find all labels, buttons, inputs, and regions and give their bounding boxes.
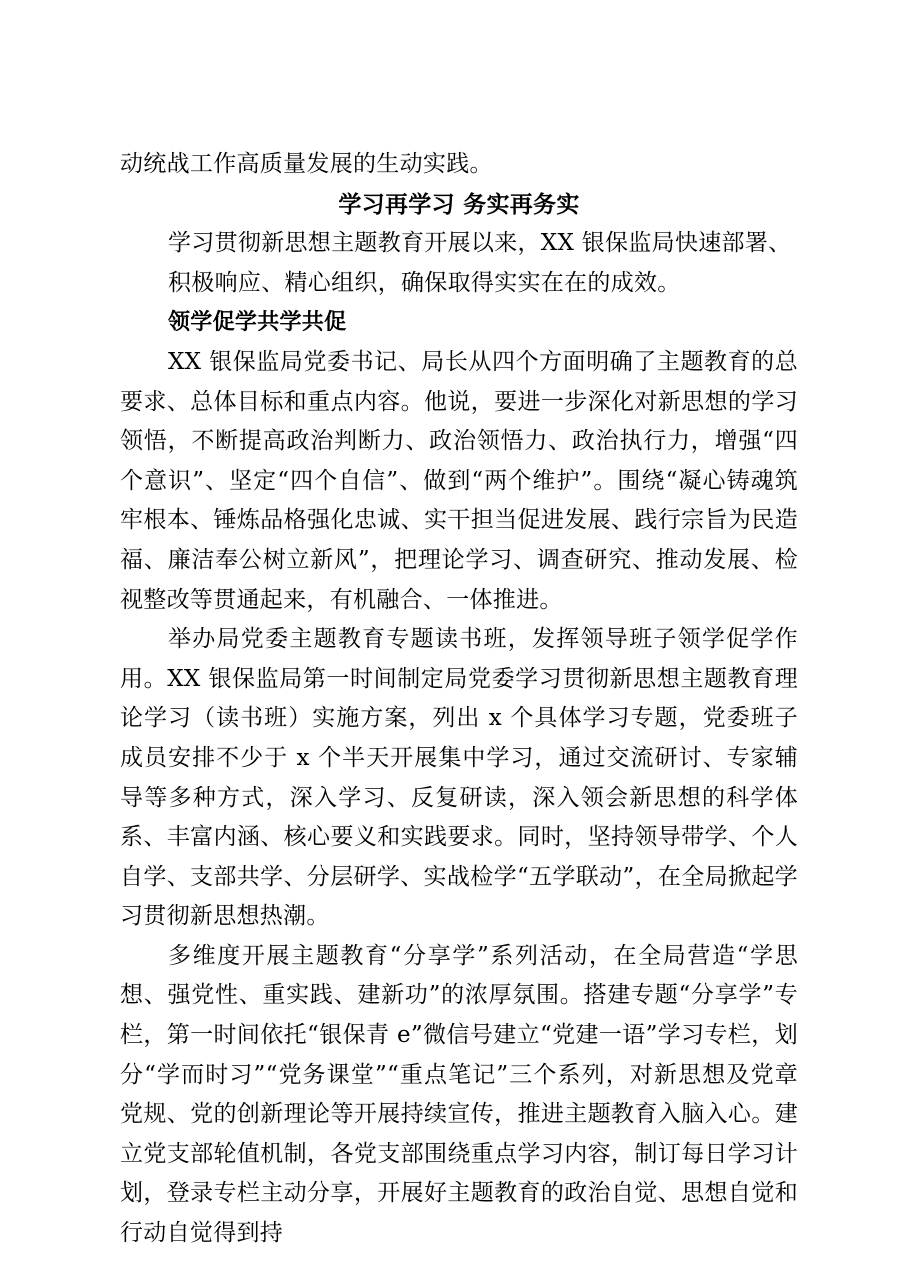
article-title: 学习再学习 务实再务实 — [338, 190, 580, 218]
section-heading: 领学促学共学共促 — [168, 310, 347, 336]
paragraph-2: 举办局党委主题教育专题读书班，发挥领导班子领学促学作用。XX 银保监局第一时间制定局党委学习贯彻新思想主题教育理论学习（读书班）实施方案，列出 x 个具体学习专题，党委班子成员安排不少于 x 个半天开展集中学习，通过交流研讨、专家辅导等多种方式，深入学习、反复研读，深入领会新思想的科学体系、丰富内涵、核心要义和实践要求。同时，坚持领导带学、个人自学、支部共学、分层研学、实战检学“五学联动”，在全局掀起学习贯彻新思想热潮。 — [120, 626, 798, 930]
intro-line-2: 积极响应、精心组织，确保取得实实在在的成效。 — [168, 269, 681, 296]
paragraph-1: XX 银保监局党委书记、局长从四个方面明确了主题教育的总要求、总体目标和重点内容。他说，要进一步深化对新思想的学习领悟，不断提高政治判断力、政治领悟力、政治执行力，增强“四个意识”、坚定“四个自信”、做到“两个维护”。围绕“凝心铸魂筑牢根本、锤炼品格强化忠诚、实干担当促进发展、践行宗旨为民造福、廉洁奉公树立新风”，把理论学习、调查研究、推动发展、检视整改等贯通起来，有机融合、一体推进。 — [120, 348, 798, 613]
document-body — [120, 145, 798, 1254]
intro-line-1: 学习贯彻新思想主题教育开展以来，XX 银保监局快速部署、 — [168, 230, 792, 257]
lead-line: 动统战工作高质量发展的生动实践。 — [120, 151, 493, 177]
paragraph-3: 多维度开展主题教育“分享学”系列活动，在全局营造“学思想、强党性、重实践、建新功”的浓厚氛围。搭建专题“分享学”专栏，第一时间依托“银保青 e”微信号建立“党建一语”学习专栏，划分“学而时习”“党务课堂”“重点笔记”三个系列，对新思想及党章党规、党的创新理论等开展持续宣传，推进主题教育入脑入心。建立党支部轮值机制，各党支部围绕重点学习内容，制订每日学习计划，登录专栏主动分享，开展好主题教育的政治自觉、思想自觉和行动自觉得到持 — [120, 942, 798, 1247]
